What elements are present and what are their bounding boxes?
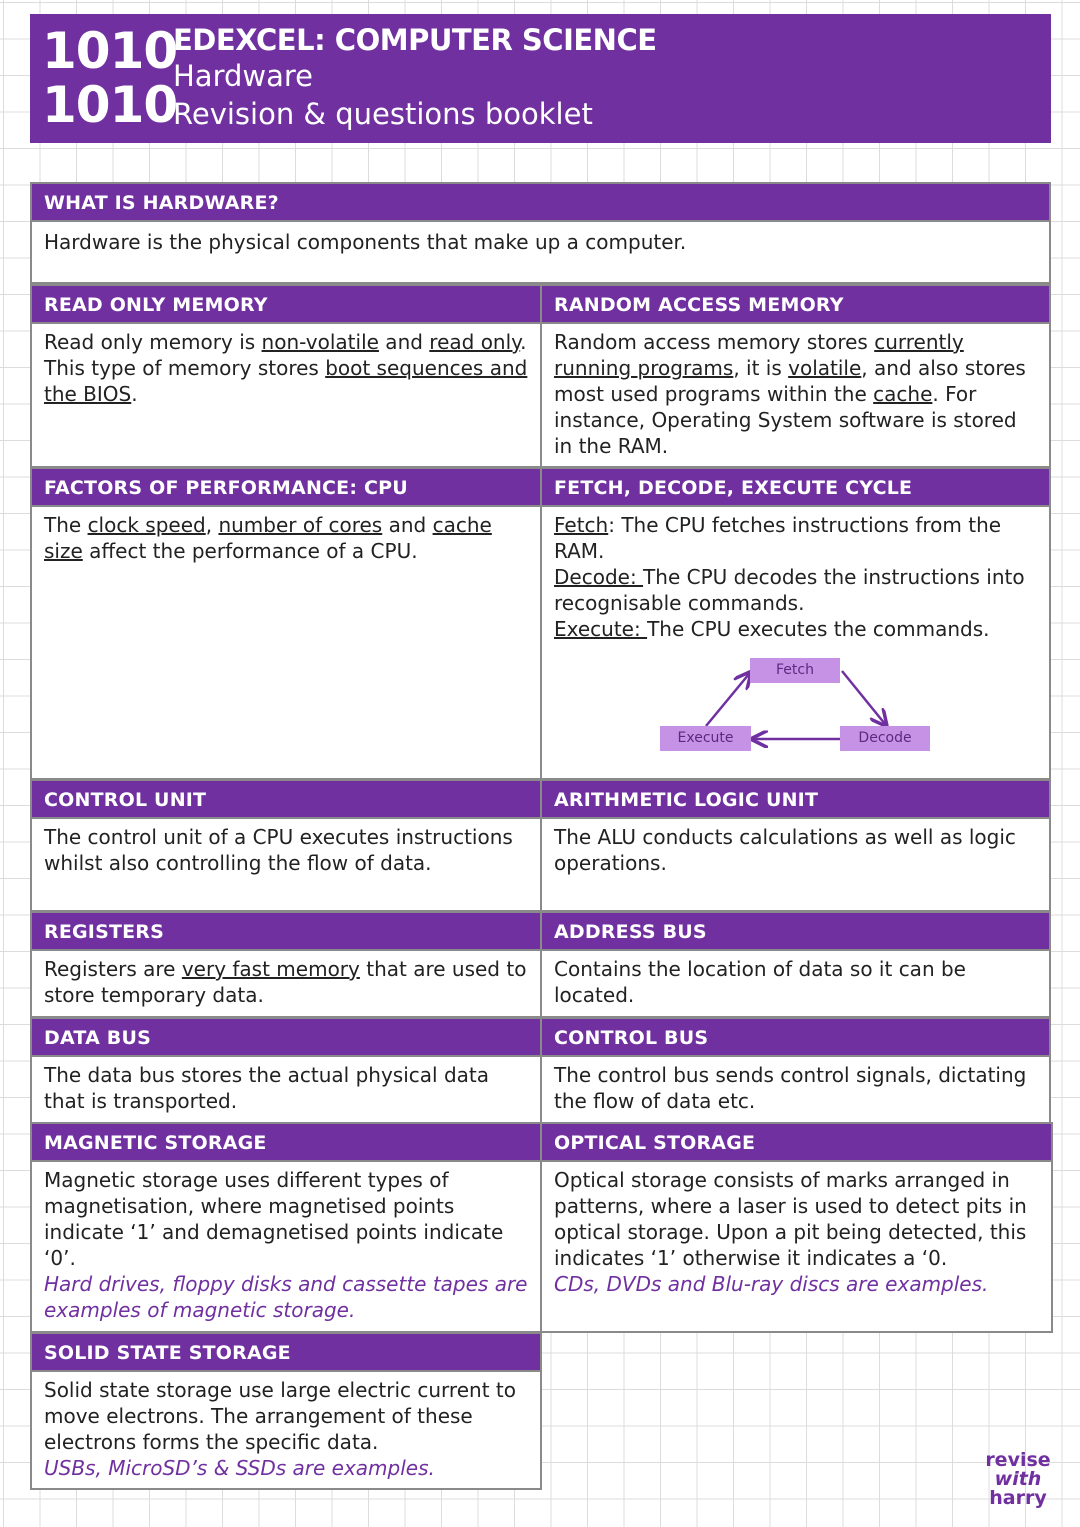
text-run: Random access memory stores [554,330,875,354]
underlined-term: read only [429,330,521,354]
section-heading: ADDRESS BUS [542,913,1049,951]
section-ram [540,284,1051,468]
section-what-is-hardware [30,182,1051,284]
section-solid-state-storage [30,1332,542,1490]
execute-label: Execute: [554,617,648,641]
optical-text: Optical storage consists of marks arranged in patterns, where a laser is used to detect pits in optical storage. Upon a pit being detected, this indicates ‘1’ otherwise it indicates a ‘0. [554,1168,1027,1270]
brand-line-1: revise [985,1449,1051,1471]
section-text: The ALU conducts calculations as well as logic operations. [554,825,1016,875]
section-heading: RANDOM ACCESS MEMORY [542,286,1049,324]
section-control-bus [540,1017,1051,1124]
solid-example: USBs, MicroSD’s & SSDs are examples. [44,1456,435,1480]
solid-text: Solid state storage use large electric current to move electrons. The arrangement of these electrons forms the specific data. [44,1378,516,1454]
section-text [32,507,540,564]
section-heading: OPTICAL STORAGE [542,1124,1051,1162]
section-registers [30,911,542,1018]
magnetic-example: Hard drives, floppy disks and cassette tapes are examples of magnetic storage. [44,1272,528,1322]
decode-label: Decode: [554,565,644,589]
underlined-term: cache [873,382,933,406]
execute-box: Execute [660,726,751,751]
fetch-text: : The CPU fetches instructions from the RAM. [554,513,1002,563]
underlined-term: non-volatile [261,330,379,354]
section-magnetic-storage [30,1122,542,1333]
section-heading: REGISTERS [32,913,540,951]
section-heading: FACTORS OF PERFORMANCE: CPU [32,469,540,507]
text-run: , and also stores most used programs within the [554,356,1026,406]
section-heading: READ ONLY MEMORY [32,286,540,324]
underlined-term: very fast memory [181,957,360,981]
section-text [542,1162,1051,1297]
section-text [32,951,540,1008]
optical-example: CDs, DVDs and Blu-ray discs are examples. [554,1272,989,1296]
arrow-fetch-to-decode [842,671,885,724]
binary-logo [42,22,178,134]
section-alu [540,779,1051,912]
decode-text: The CPU decodes the instructions into recognisable commands. [554,565,1025,615]
page-title: EDEXCEL: COMPUTER SCIENCE [173,23,657,57]
underlined-term: cache size [44,513,492,563]
section-cpu-performance [30,467,542,780]
text-run: The [44,513,88,537]
text-run: . For instance, Operating System software is stored in the RAM. [554,382,1017,458]
fde-cycle-diagram [542,469,1053,782]
section-heading: CONTROL UNIT [32,781,540,819]
section-heading: SOLID STATE STORAGE [32,1334,540,1372]
section-text [542,324,1049,459]
section-control-unit [30,779,542,912]
section-text: The control unit of a CPU executes instructions whilst also controlling the flow of data. [44,825,513,875]
header-banner [30,14,1051,143]
section-heading: ARITHMETIC LOGIC UNIT [542,781,1049,819]
section-text [32,324,540,407]
section-text [32,222,1049,255]
text-run: Read only memory is [44,330,262,354]
section-heading: DATA BUS [32,1019,540,1057]
section-data-bus [30,1017,542,1124]
brand-line-2: with [994,1468,1042,1490]
text-run: affect the performance of a CPU. [82,539,418,563]
section-text: The data bus stores the actual physical data that is transported. [44,1063,489,1113]
underlined-term: volatile [788,356,862,380]
section-optical-storage [540,1122,1053,1333]
text-run: , [205,513,219,537]
underlined-term: boot sequences and the BIOS [44,356,528,406]
brand-logo [976,1451,1060,1508]
text-run: . [131,382,138,406]
section-address-bus [540,911,1051,1018]
what-text: Hardware is the physical components that make up a computer. [44,230,687,254]
execute-text: The CPU executes the commands. [647,617,990,641]
fetch-label: Fetch [554,513,609,537]
section-rom [30,284,542,468]
text-run: . This type of memory stores [44,330,527,380]
text-run: and [382,513,433,537]
text-run: Registers are [44,957,182,981]
magnetic-text: Magnetic storage uses different types of magnetisation, where magnetised points indicate ‘1’ and demagnetised points indicate ‘0’. [44,1168,504,1270]
brand-line-3: harry [989,1487,1047,1509]
section-text: Contains the location of data so it can be located. [554,957,966,1007]
page-subtitle-2: Revision & questions booklet [173,97,593,131]
fetch-box: Fetch [750,658,840,683]
logo-line-1: 1010 [42,22,178,80]
section-heading: MAGNETIC STORAGE [32,1124,540,1162]
text-run: , it is [733,356,789,380]
logo-line-2: 1010 [42,76,178,134]
page-subtitle: Hardware [173,59,314,93]
decode-box: Decode [840,726,930,751]
section-heading: CONTROL BUS [542,1019,1049,1057]
text-run: and [378,330,430,354]
arrow-execute-to-fetch [706,674,749,726]
underlined-term: number of cores [218,513,383,537]
underlined-term: clock speed [87,513,206,537]
text-run: that are used to store temporary data. [44,957,527,1007]
section-heading: FETCH, DECODE, EXECUTE CYCLE [542,469,1049,507]
section-heading: WHAT IS HARDWARE? [32,184,1049,222]
section-text [32,1162,540,1323]
section-text: The control bus sends control signals, dictating the flow of data etc. [554,1063,1027,1113]
underlined-term: currently running programs [554,330,964,380]
section-fde-cycle [540,467,1051,780]
section-text [32,1372,540,1481]
